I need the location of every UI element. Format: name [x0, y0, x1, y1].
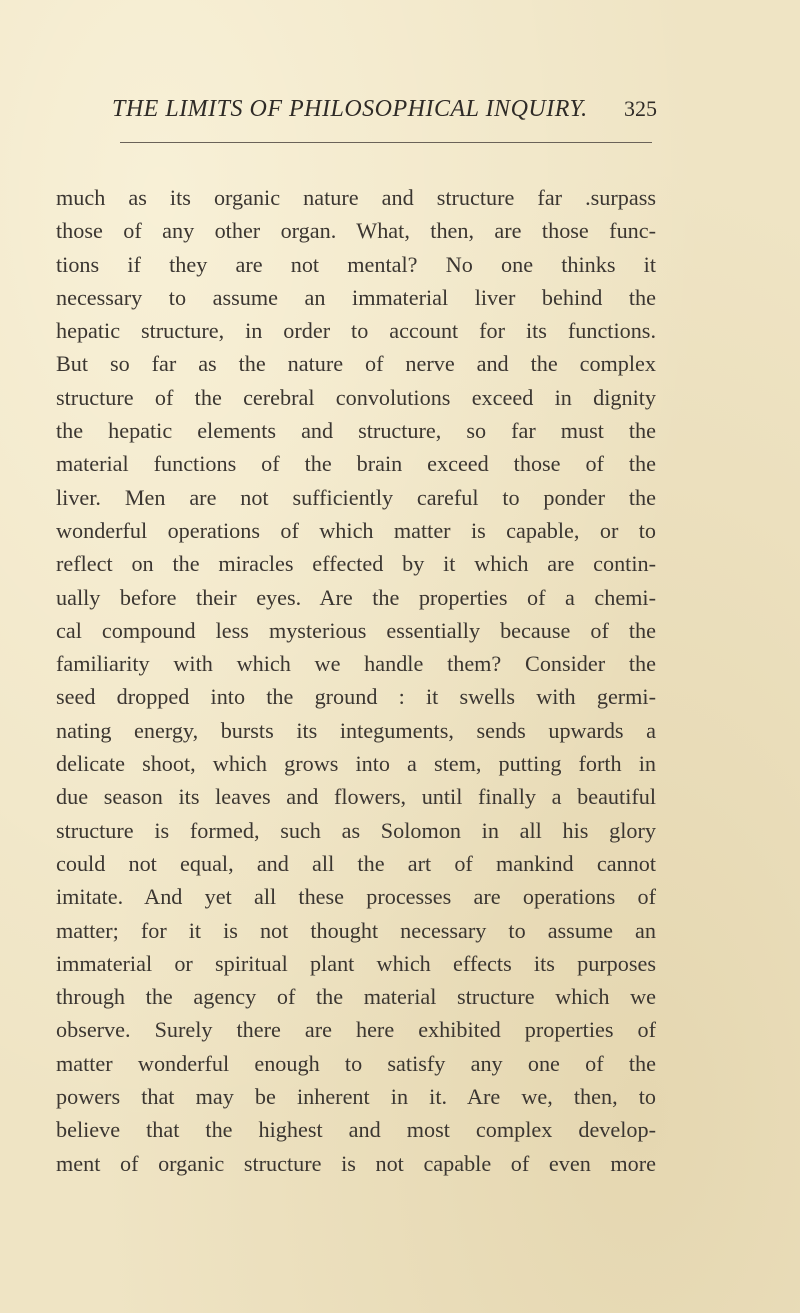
body-paragraph: [56, 181, 656, 1180]
text-line: hepatic structure, in order to account for its functions.: [56, 318, 656, 344]
text-line: matter wonderful enough to satisfy any one of the: [56, 1050, 656, 1076]
text-line: ually before their eyes. Are the properties of a chemi-: [56, 584, 656, 610]
text-line: immaterial or spiritual plant which effects its purposes: [56, 950, 656, 976]
text-line: wonderful operations of which matter is capable, or to: [56, 517, 656, 543]
text-line: delicate shoot, which grows into a stem, putting forth in: [56, 751, 656, 777]
text-line: due season its leaves and flowers, until finally a beautiful: [56, 784, 656, 810]
text-line: through the agency of the material structure which we: [56, 984, 656, 1010]
text-line: tions if they are not mental? No one thinks it: [56, 251, 656, 277]
text-line: reflect on the miracles effected by it which are contin-: [56, 551, 656, 577]
text-line: nating energy, bursts its integuments, sends upwards a: [56, 717, 656, 743]
text-line: much as its organic nature and structure far .surpass: [56, 185, 656, 210]
text-line: structure is formed, such as Solomon in all his glory: [56, 817, 656, 843]
header-rule: [120, 142, 652, 143]
text-line: the hepatic elements and structure, so far must the: [56, 418, 656, 444]
text-line: powers that may be inherent in it. Are we, then, to: [56, 1084, 656, 1110]
text-line: material functions of the brain exceed those of the: [56, 451, 656, 477]
text-line: liver. Men are not sufficiently careful to ponder the: [56, 484, 656, 510]
text-line: seed dropped into the ground : it swells with germi-: [56, 684, 656, 710]
text-line: matter; for it is not thought necessary to assume an: [56, 917, 656, 943]
text-line: But so far as the nature of nerve and the complex: [56, 351, 656, 377]
text-line: imitate. And yet all these processes are operations of: [56, 884, 656, 910]
text-line: cal compound less mysterious essentially because of the: [56, 617, 656, 643]
text-line: observe. Surely there are here exhibited properties of: [56, 1017, 656, 1043]
text-line: necessary to assume an immaterial liver behind the: [56, 284, 656, 310]
text-line: could not equal, and all the art of mankind cannot: [56, 850, 656, 876]
text-line: familiarity with which we handle them? Consider the: [56, 651, 656, 677]
text-line: those of any other organ. What, then, are those func-: [56, 218, 656, 244]
page-number: 325: [624, 96, 657, 121]
text-line: ment of organic structure is not capable of even more: [56, 1150, 656, 1176]
text-line: believe that the highest and most complex develop-: [56, 1117, 656, 1143]
running-head: [112, 96, 657, 136]
text-line: structure of the cerebral convolutions exceed in dignity: [56, 384, 656, 410]
running-title: THE LIMITS OF PHILOSOPHICAL INQUIRY.: [112, 96, 588, 122]
